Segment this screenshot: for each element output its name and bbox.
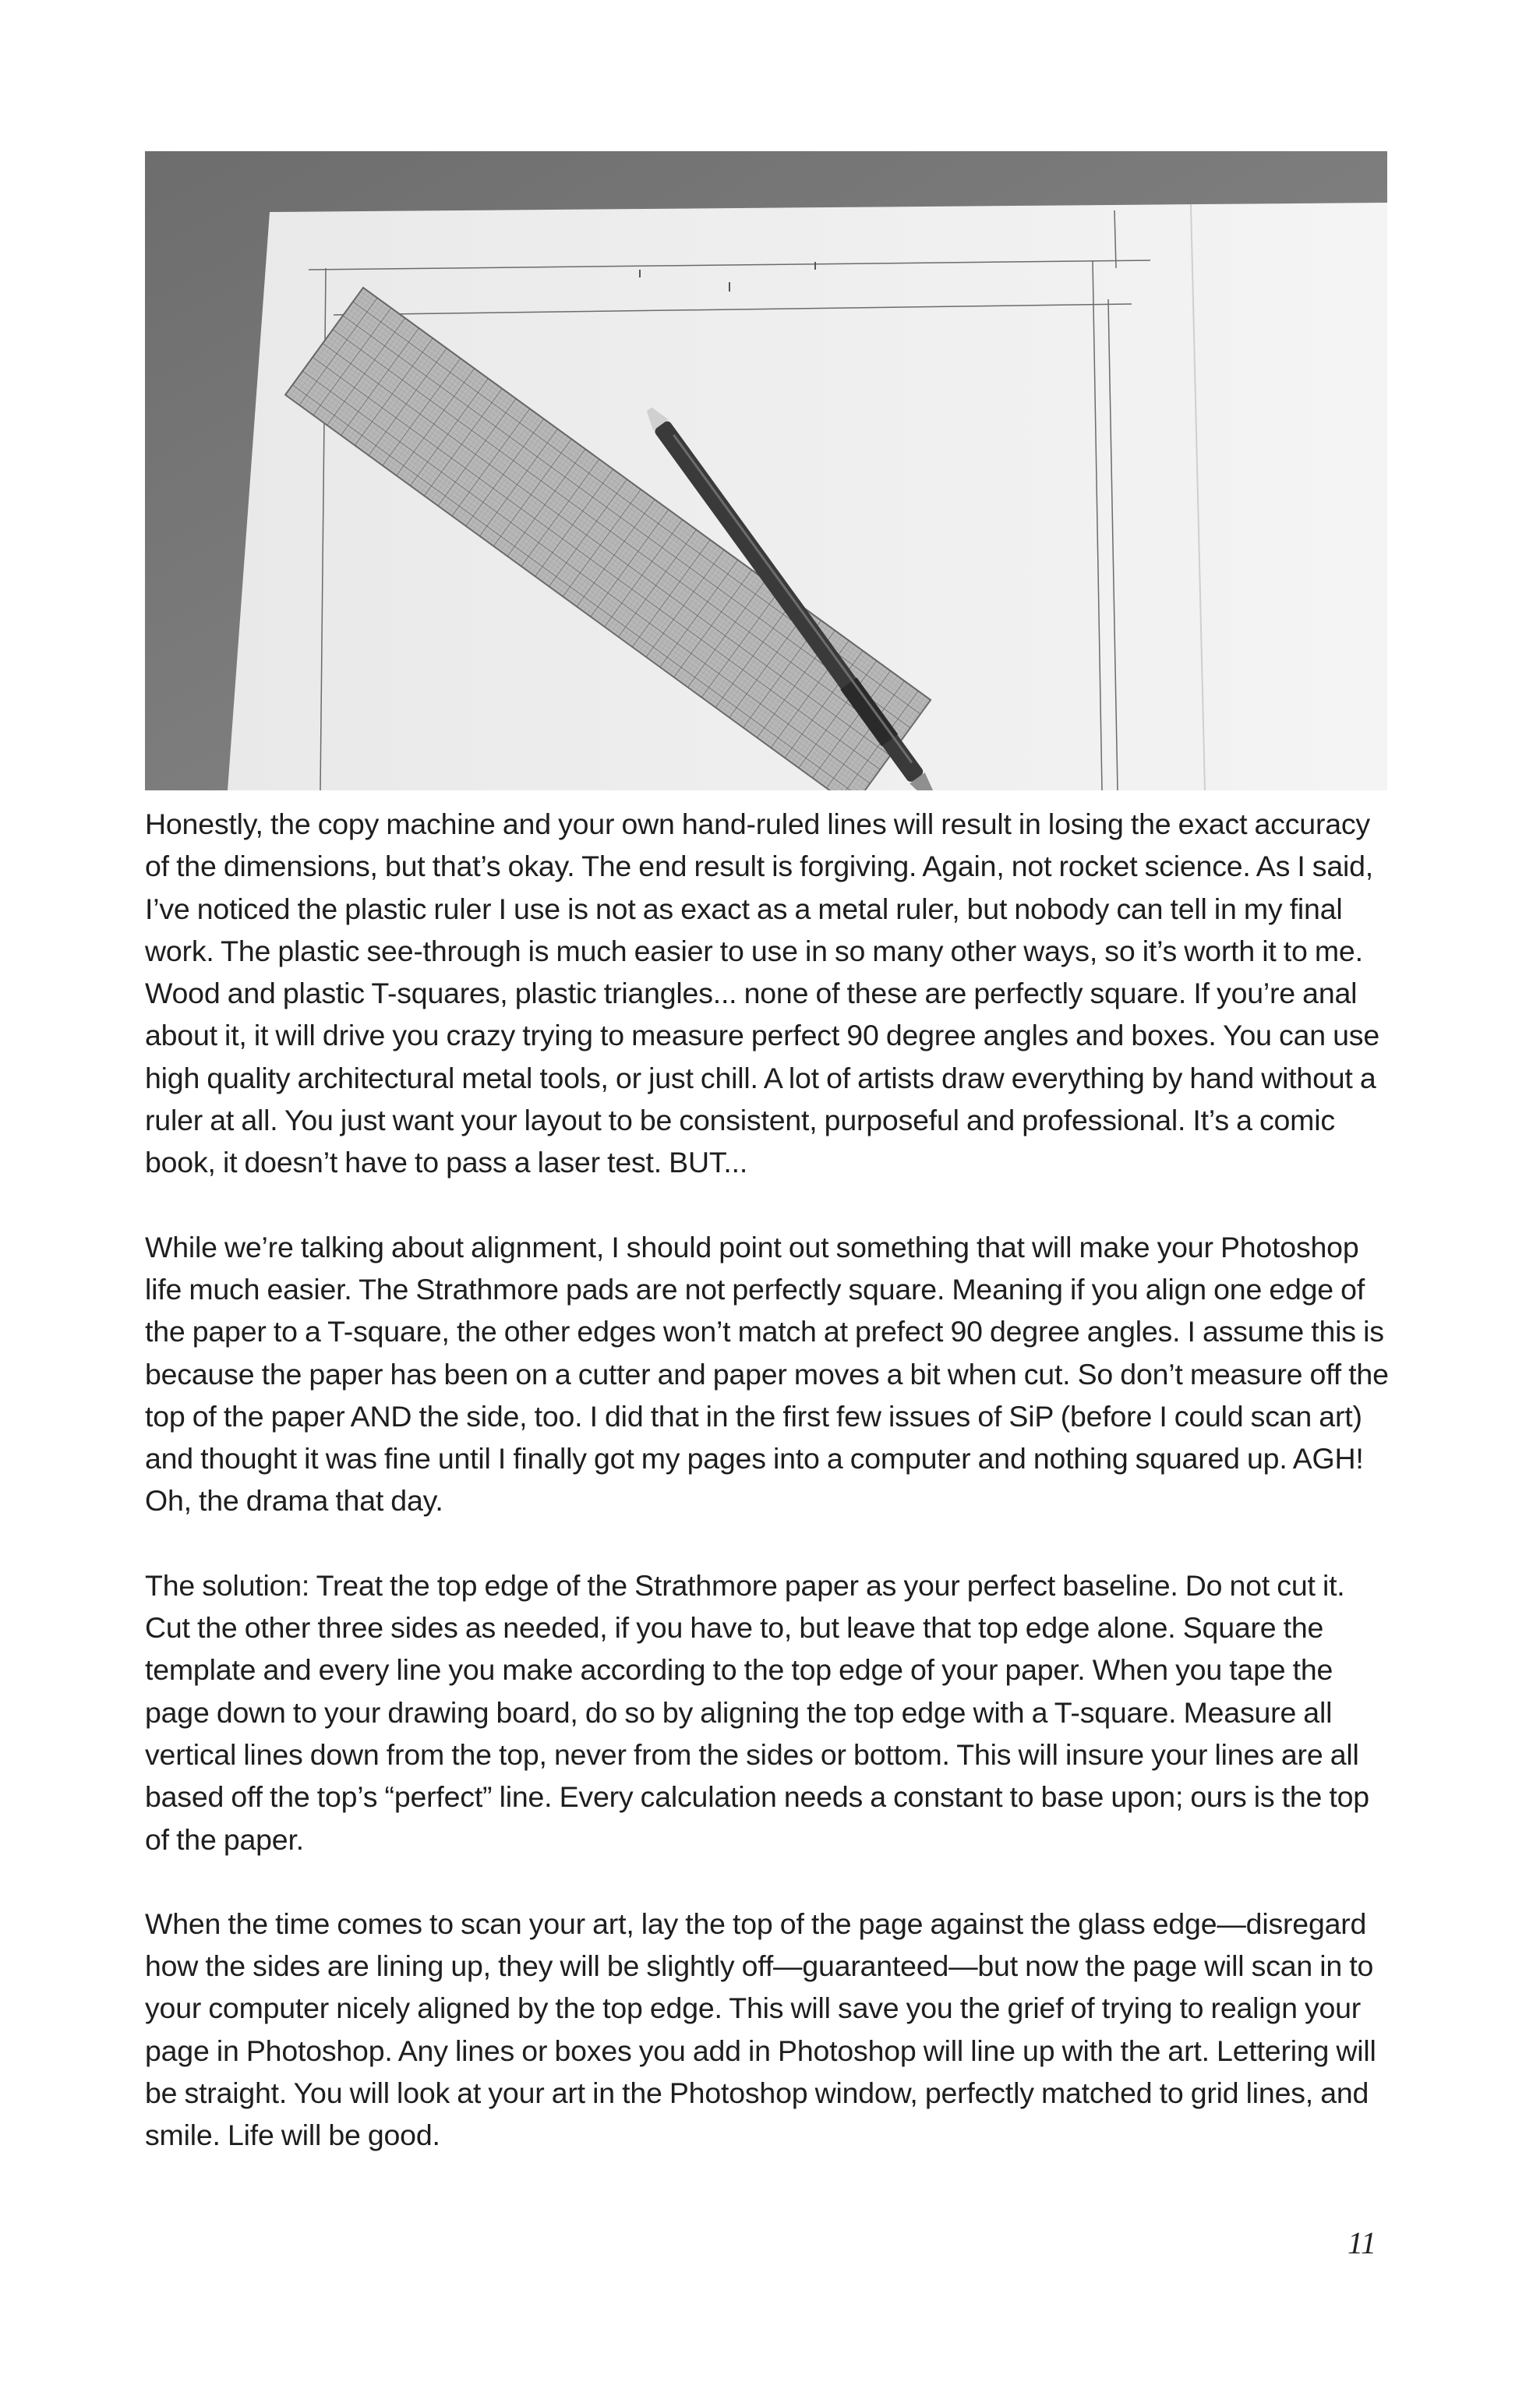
article-body [145, 803, 1392, 2157]
paragraph-3: The solution: Treat the top edge of the Strathmore paper as your perfect baseline. Do not cut it. Cut the other three sides as needed, if you have to, but leave that top edge alone. Square the template and every line you make according to the top edge of your paper. When you tape the page down to your drawing board, do so by aligning the top edge with a T-square. Measure all vertical lines down from the top, never from the sides or bottom. This will insure your lines are all based off the top’s “perfect” line. Every calculation needs a constant to base upon; ours is the top of the paper. [145, 1568, 1369, 1856]
paragraph-1: Honestly, the copy machine and your own hand-ruled lines will result in losing the exact accuracy of the dimensions, but that’s okay. The end result is forgiving. Again, not rocket science. As I said, I’ve noticed the plastic ruler I use is not as exact as a metal ruler, but nobody can tell in my final work. The plastic see-through is much easier to use in so many other ways, so it’s worth it to me. Wood and plastic T-squares, plastic triangles... none of these are perfectly square. If you’re anal about it, it will drive you crazy trying to measure perfect 90 degree angles and boxes. You can use high quality architectural metal tools, or just chill. A lot of artists draw everything by hand without a ruler at all. You just want your layout to be consistent, purposeful and professional. It’s a comic book, it doesn’t have to pass a laser test. BUT... [145, 808, 1379, 1179]
photo-illustration [145, 151, 1387, 790]
paragraph-2: While we’re talking about alignment, I should point out something that will make your Photoshop life much easier. The Strathmore pads are not perfectly square. Meaning if you align one edge of the paper to a T-square, the other edges won’t match at prefect 90 degree angles. I assume this is because the paper has been on a cutter and paper moves a bit when cut. So don’t measure off the top of the paper AND the side, too. I did that in the first few issues of SiP (before I could scan art) and thought it was fine until I finally got my pages into a computer and nothing squared up. AGH! Oh, the drama that day. [145, 1230, 1389, 1518]
ruler-pencil-photo [145, 151, 1387, 790]
page-number: 11 [1347, 2225, 1376, 2260]
paragraph-4: When the time comes to scan your art, lay the top of the page against the glass edge—disregard how the sides are lining up, they will be slightly off—guaranteed—but now the page will scan in to your computer nicely aligned by the top edge. This will save you the grief of trying to realign your page in Photoshop. Any lines or boxes you add in Photoshop will line up with the art. Lettering will be straight. You will look at your art in the Photoshop window, perfectly matched to grid lines, and smile. Life will be good. [145, 1907, 1376, 2152]
